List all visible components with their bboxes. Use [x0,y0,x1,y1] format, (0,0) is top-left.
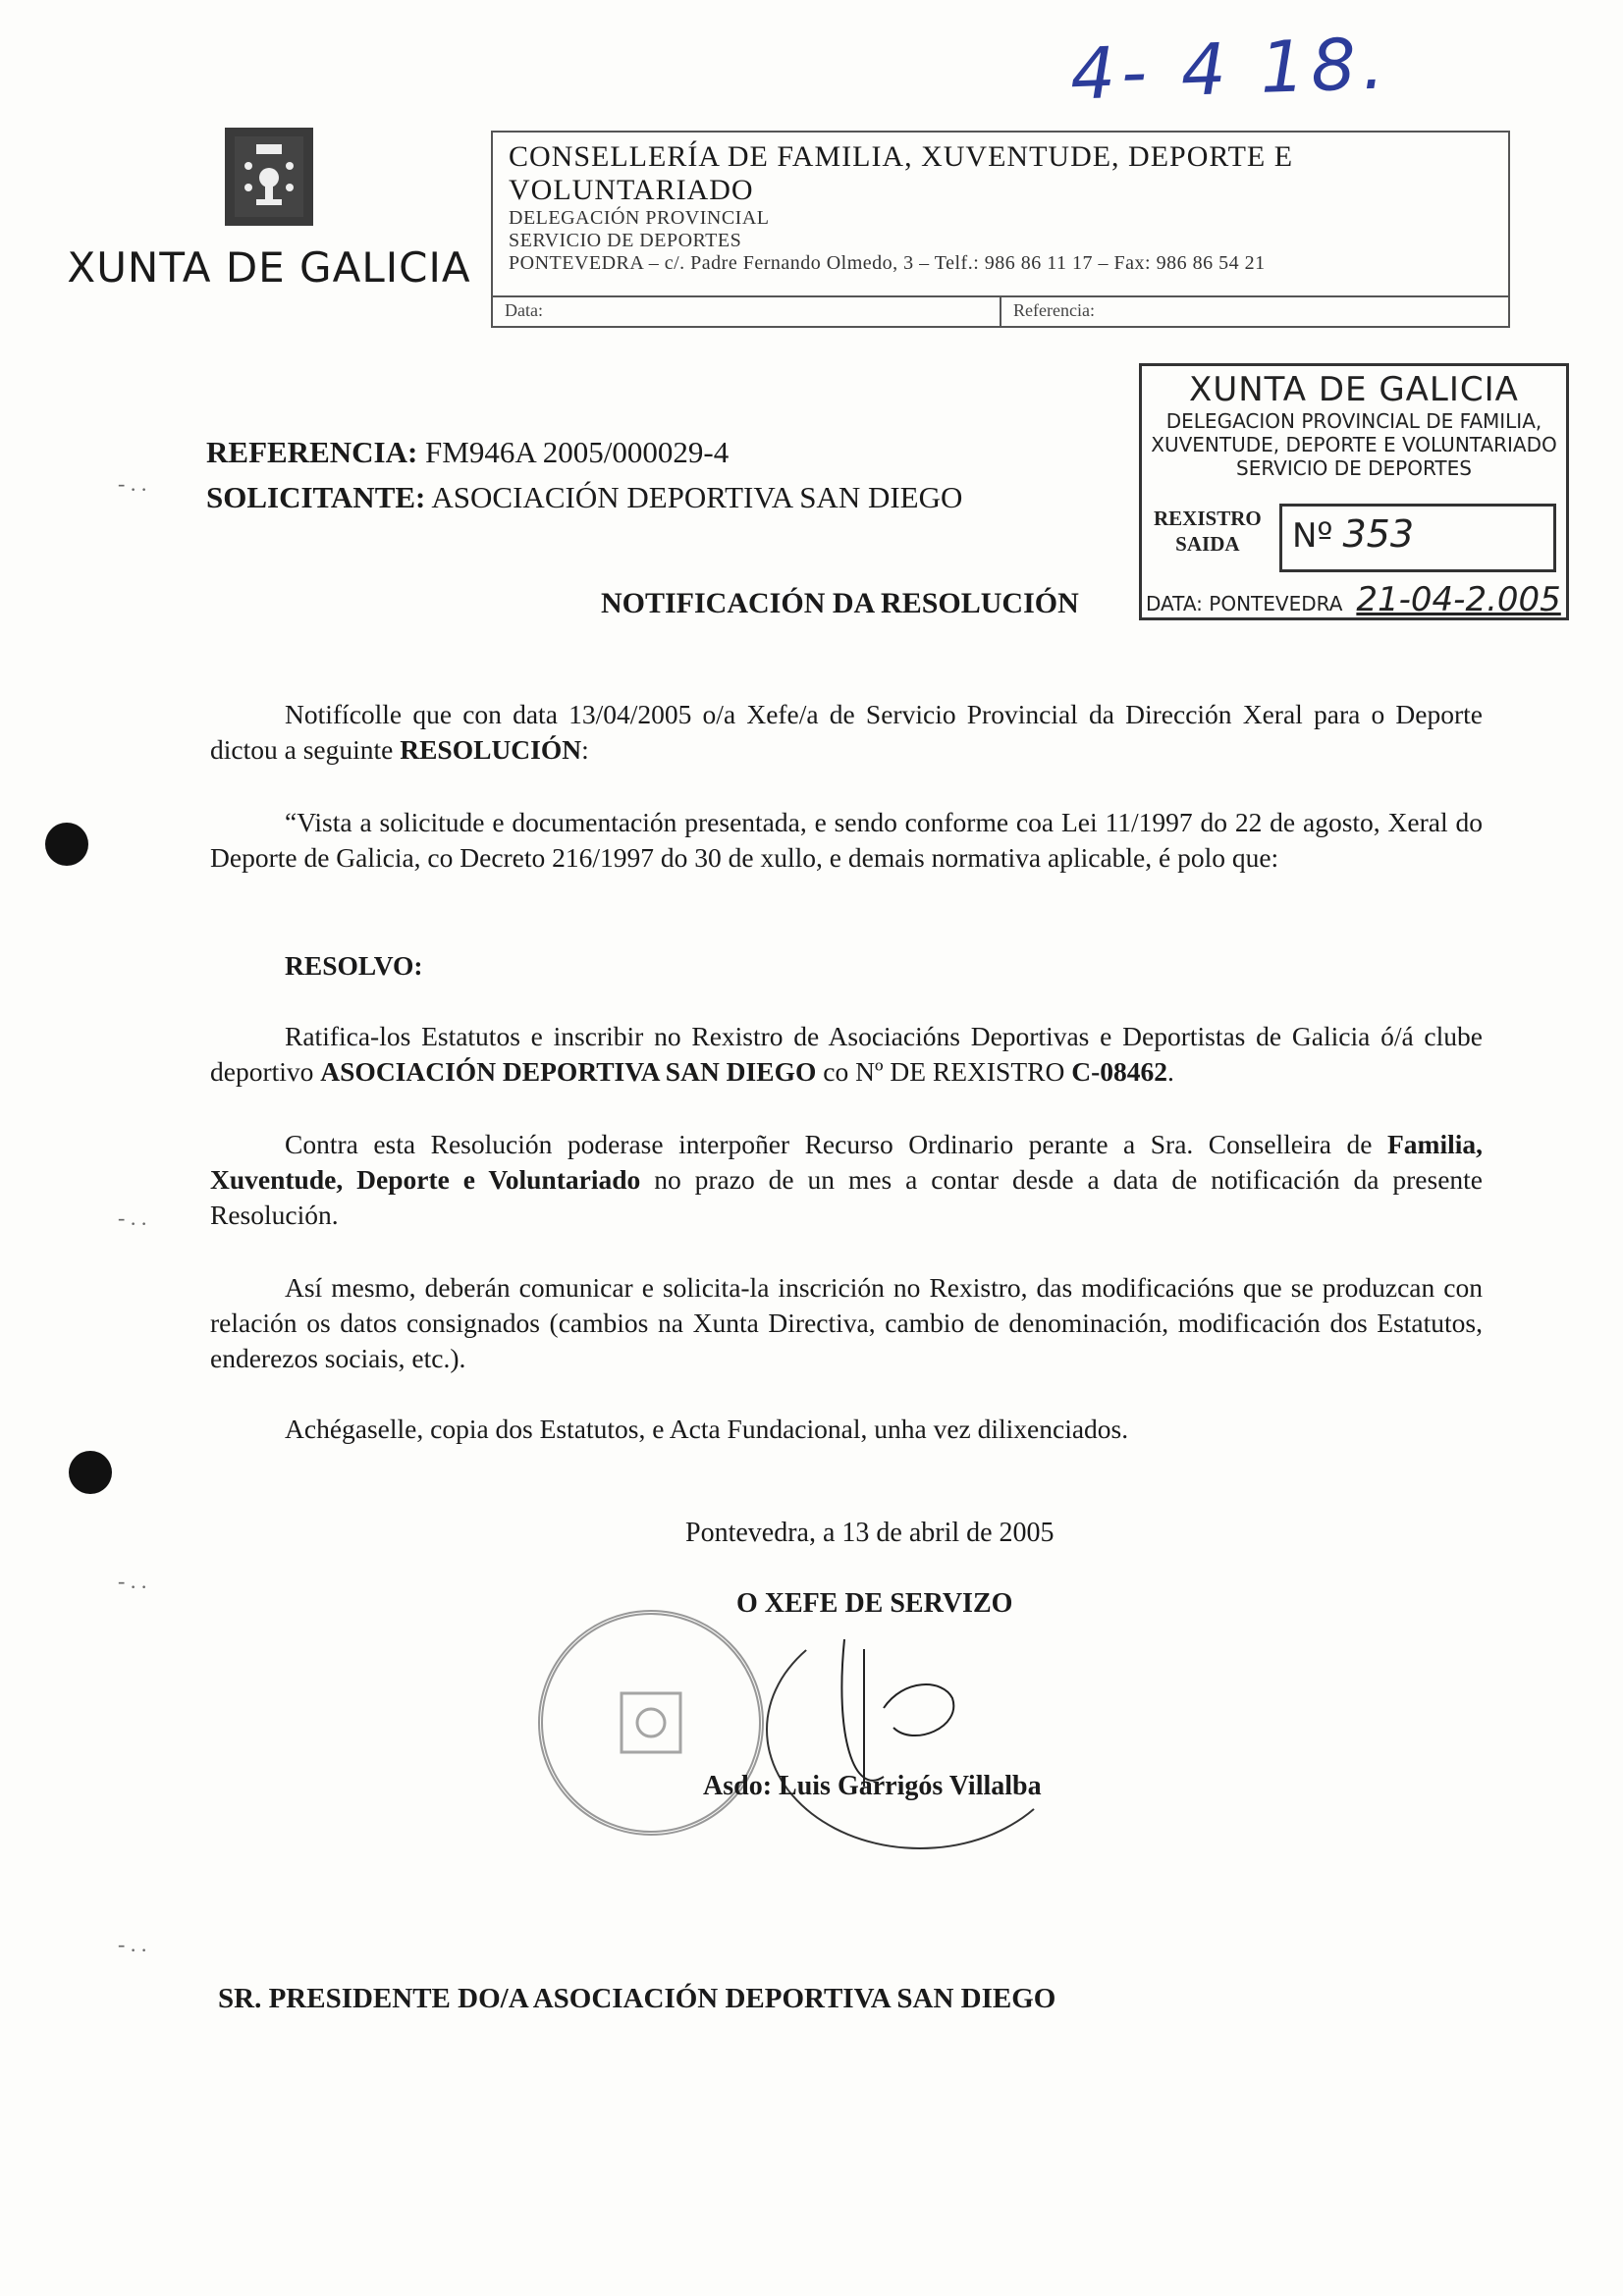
p3-text-a: Ratifica-los Estatutos e inscribir no Rexistro de Asociacións Deportivas e Deportistas de Galicia ó/á clube deportivo [210,1021,1483,1087]
letterhead-line1: DELEGACIÓN PROVINCIAL [509,207,770,229]
xunta-logo [63,128,475,292]
stamp-title: XUNTA DE GALICIA [1189,370,1519,409]
solicitante-value: ASOCIACIÓN DEPORTIVA SAN DIEGO [431,480,963,514]
stamp-number-label: Nº [1292,516,1333,556]
resolvo-heading [210,948,1483,984]
paragraph-3 [210,1019,1483,1090]
place-date: Pontevedra, a 13 de abril de 2005 [685,1518,1055,1548]
referencia-label: REFERENCIA: [206,435,418,469]
data-referencia-row [491,296,1510,328]
resolvo-text: RESOLVO: [285,950,423,981]
margin-mark: - . . [118,1569,147,1593]
p3-text-b: co Nº DE REXISTRO [823,1056,1065,1087]
stamp-registry-label [1154,506,1262,557]
handwritten-number: 4- 4 18. [1068,22,1392,116]
stamp-line3: SERVICIO DE DEPORTES [1236,456,1472,480]
margin-mark: - . . [118,471,147,496]
margin-mark: - . . [118,1932,147,1956]
signer-role: O XEFE DE SERVIZO [736,1588,1013,1619]
p4-text-a: Contra esta Resolución poderase interpoñer Recurso Ordinario perante a Sra. Conselleira de [285,1129,1373,1159]
p1-text: Notifícolle que con data 13/04/2005 o/a Xefe/a de Servicio Provincial da Dirección Xeral para o Deporte dictou a seguinte [210,699,1483,765]
referencia-value: FM946A 2005/000029-4 [425,435,730,469]
paragraph-6 [210,1412,1483,1447]
paragraph-5 [210,1270,1483,1376]
p4-bold: Familia, Xuventude, Deporte e Voluntariado [210,1129,1484,1195]
letterhead-box [491,131,1510,297]
logo-name: XUNTA DE GALICIA [67,243,471,292]
stamp-number-value: 353 [1342,512,1414,556]
stamp-date-label: DATA: PONTEVEDRA [1146,592,1343,615]
registry-stamp [1139,363,1569,620]
reference-block [206,430,962,520]
stamp-date-row [1146,580,1561,619]
p4-text-b: no prazo de un mes a contar desde a data de notificación da presente Resolución. [210,1164,1483,1230]
referencia-field-label: Referencia: [1013,300,1095,320]
punch-hole-bottom [69,1451,112,1494]
p3-end: . [1166,1056,1174,1087]
data-field-label: Data: [493,296,1001,326]
solicitante-label: SOLICITANTE: [206,480,426,514]
letterhead-line3: PONTEVEDRA – c/. Padre Fernando Olmedo, 3 – Telf.: 986 86 11 17 – Fax: 986 86 54 21 [509,252,1266,274]
signer-name: Asdo: Luis Garrigós Villalba [703,1771,1042,1801]
margin-mark: - . . [118,1205,147,1230]
paragraph-2 [210,805,1483,876]
p6-text: Achégaselle, copia dos Estatutos, e Acta Fundacional, unha vez dilixenciados. [285,1414,1129,1444]
paragraph-1 [210,697,1483,768]
p5-text: Así mesmo, deberán comunicar e solicita-la inscrición no Rexistro, das modificacións que se produzcan con relación os datos consignados (cambios na Xunta Directiva, cambio de denominación, modificación dos Estatutos, enderezos sociais, etc.). [210,1272,1483,1373]
stamp-reg2: SAIDA [1175,532,1240,556]
addressee: SR. PRESIDENTE DO/A ASOCIACIÓN DEPORTIVA SAN DIEGO [218,1983,1056,2014]
stamp-reg1: REXISTRO [1154,507,1262,530]
stamp-line1: DELEGACION PROVINCIAL DE FAMILIA, [1165,409,1542,433]
p2-text: “Vista a solicitude e documentación presentada, e sendo conforme coa Lei 11/1997 do 22 de agosto, Xeral do Deporte de Galicia, co Decreto 216/1997 do 30 de xullo, e demais normativa aplicable, é polo que: [210,807,1483,873]
p3-bold-club: ASOCIACIÓN DEPORTIVA SAN DIEGO [320,1056,817,1087]
stamp-date-value: 21-04-2.005 [1356,580,1561,619]
p3-bold-number: C-08462 [1071,1056,1167,1087]
paragraph-4 [210,1127,1483,1233]
punch-hole-top [45,823,88,866]
letterhead-line2: SERVICIO DE DEPORTES [509,230,742,251]
p1-end: : [581,734,589,765]
letterhead-title: CONSELLERÍA DE FAMILIA, XUVENTUDE, DEPORTE E VOLUNTARIADO [509,140,1294,206]
stamp-line2: XUVENTUDE, DEPORTE E VOLUNTARIADO [1151,433,1557,456]
p1-bold: RESOLUCIÓN [400,734,582,765]
crest-icon [225,128,313,226]
document-title: NOTIFICACIÓN DA RESOLUCIÓN [601,587,1079,619]
stamp-number-box [1279,504,1556,572]
